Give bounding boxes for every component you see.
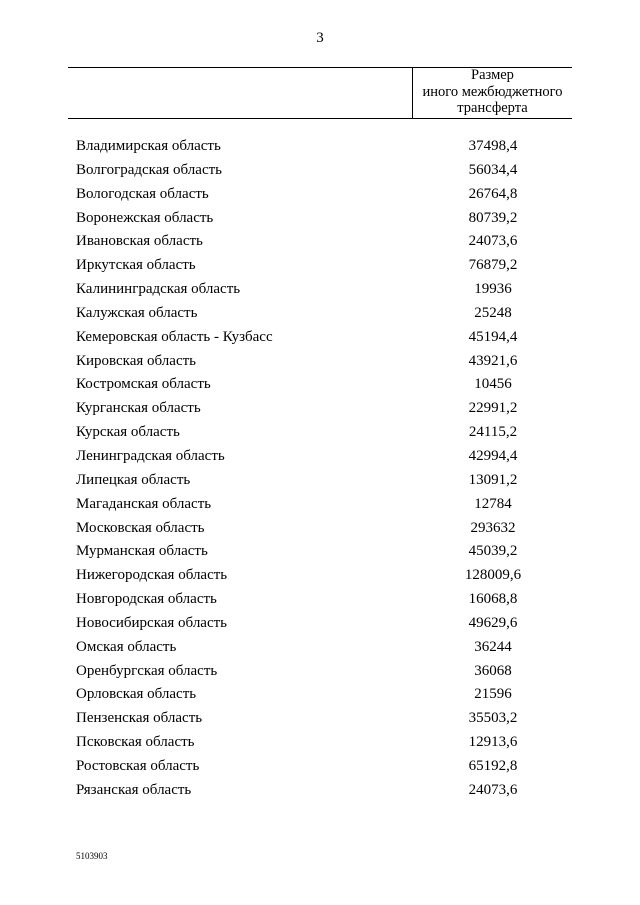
table-row <box>76 183 572 207</box>
region-name: Московская область <box>76 519 205 536</box>
transfer-amount: 22991,2 <box>468 400 518 417</box>
region-name: Нижегородская область <box>76 567 228 584</box>
transfer-amount: 12784 <box>474 495 512 512</box>
table-row <box>76 421 572 445</box>
region-name: Ивановская область <box>76 233 203 250</box>
region-name: Калужская область <box>76 304 198 321</box>
table-row <box>76 779 572 803</box>
region-name: Липецкая область <box>76 471 191 488</box>
region-name: Вологодская область <box>76 185 209 202</box>
region-name: Кировская область <box>76 352 197 369</box>
region-name: Мурманская область <box>76 543 208 560</box>
region-name: Омская область <box>76 638 177 655</box>
region-name: Оренбургская область <box>76 662 218 679</box>
transfer-amount: 36068 <box>474 662 512 679</box>
transfer-amount: 10456 <box>474 376 512 393</box>
region-name: Воронежская область <box>76 209 214 226</box>
transfer-amount: 13091,2 <box>468 471 518 488</box>
column-header-line-2: иного межбюджетного <box>422 83 563 100</box>
table-row <box>76 588 572 612</box>
transfer-amount: 36244 <box>474 638 512 655</box>
table-row <box>76 278 572 302</box>
document-code: 5103903 <box>76 851 108 861</box>
table-header-bottom-rule <box>68 118 572 119</box>
region-name: Курганская область <box>76 400 201 417</box>
region-name: Новосибирская область <box>76 614 228 631</box>
transfer-amount: 76879,2 <box>468 257 518 274</box>
transfer-amount: 56034,4 <box>468 161 518 178</box>
table-row <box>76 636 572 660</box>
transfer-amount: 43921,6 <box>468 352 518 369</box>
region-name: Магаданская область <box>76 495 212 512</box>
region-name: Ростовская область <box>76 757 200 774</box>
table-row <box>76 683 572 707</box>
transfer-amount: 25248 <box>474 304 512 321</box>
transfer-amount: 21596 <box>474 686 512 703</box>
region-name: Владимирская область <box>76 138 221 154</box>
transfer-amount: 24073,6 <box>468 233 518 250</box>
region-name: Рязанская область <box>76 781 192 798</box>
transfer-amount: 128009,6 <box>464 567 522 584</box>
transfer-amount: 42994,4 <box>468 447 518 464</box>
transfer-amount: 19936 <box>474 281 512 298</box>
table-row <box>76 445 572 469</box>
transfer-amount: 45194,4 <box>468 328 518 345</box>
transfer-amount: 12913,6 <box>468 734 518 751</box>
column-header-line-3: трансферта <box>457 100 528 116</box>
region-name: Кемеровская область - Кузбасс <box>76 328 273 345</box>
table-row <box>76 135 572 159</box>
region-name: Волгоградская область <box>76 161 222 178</box>
table-row <box>76 660 572 684</box>
transfer-amount: 24073,6 <box>468 781 518 798</box>
table-row <box>76 350 572 374</box>
transfer-amount: 45039,2 <box>468 543 518 560</box>
column-header-transfer-amount <box>413 67 572 117</box>
region-name: Иркутская область <box>76 257 196 274</box>
table-row <box>76 707 572 731</box>
region-name: Калининградская область <box>76 281 241 298</box>
transfer-amount: 80739,2 <box>468 209 518 226</box>
table-row <box>76 230 572 254</box>
transfer-amount: 65192,8 <box>468 757 518 774</box>
table-row <box>76 540 572 564</box>
table-row <box>76 564 572 588</box>
table-row <box>76 397 572 421</box>
table-row <box>76 755 572 779</box>
transfer-amount: 24115,2 <box>468 424 518 441</box>
table-row <box>76 493 572 517</box>
region-name: Костромская область <box>76 376 211 393</box>
transfer-amount: 37498,4 <box>468 138 518 154</box>
region-name: Орловская область <box>76 686 197 703</box>
column-header-line-1: Размер <box>471 67 514 83</box>
table-row <box>76 612 572 636</box>
table-row <box>76 159 572 183</box>
table-row <box>76 469 572 493</box>
table-row <box>76 731 572 755</box>
transfer-amount: 35503,2 <box>468 710 518 727</box>
transfer-amount: 26764,8 <box>468 185 518 202</box>
table-row <box>76 254 572 278</box>
transfer-amount: 16068,8 <box>468 591 518 608</box>
table-row <box>76 517 572 541</box>
table-row <box>76 326 572 350</box>
table-body <box>76 135 572 803</box>
table-row <box>76 373 572 397</box>
region-name: Псковская область <box>76 734 195 751</box>
table-row <box>76 302 572 326</box>
region-name: Ленинградская область <box>76 447 225 464</box>
region-name: Курская область <box>76 424 180 441</box>
table-row <box>76 207 572 231</box>
transfer-amount: 49629,6 <box>468 614 518 631</box>
transfer-amount: 293632 <box>470 519 516 536</box>
page-number: 3 <box>316 30 324 46</box>
region-name: Пензенская область <box>76 710 203 727</box>
region-name: Новгородская область <box>76 591 217 608</box>
